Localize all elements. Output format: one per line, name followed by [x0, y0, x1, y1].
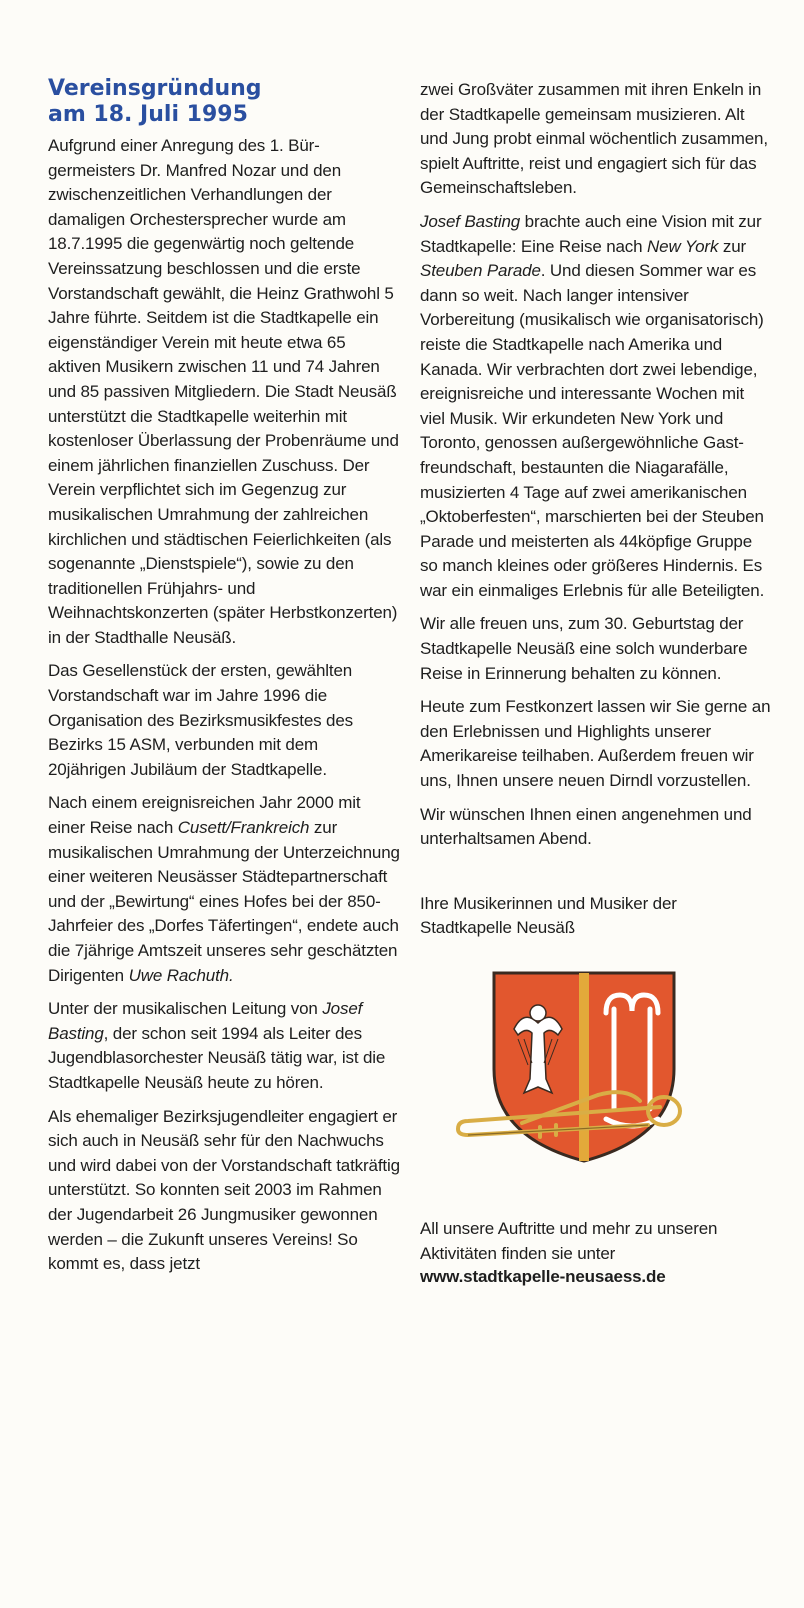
- director-name: Josef Basting: [48, 999, 363, 1043]
- paragraph-direction: [48, 997, 400, 1095]
- text-segment: , der schon seit 1994 als Leiter des Jugendblasorchester Neusäß tätig war, ist die Stadtkapelle Neusäß heute zu hören.: [48, 1023, 386, 1092]
- paragraph-youth: Als ehemaliger Bezirksjugendleiter engagiert er sich auch in Neusäß sehr für den Nachwuchs und wird dabei von der Vorstandschaft tatkräftig unterstützt. So konnten seit 2003 im Rahmen der Jugendarbeit 26 Jungmusiker gewonnen werden – die Zukunft unseres Vereins! So kommt es, dass jetzt: [48, 1106, 400, 1274]
- paragraph-year-2000: [48, 791, 400, 988]
- text-segment: . Und diesen Sommer war es dann so weit. Nach langer intensiver Vorbereitung (musikalisch wie organisatorisch) reiste die Stadtkapelle nach Amerika und Kanada. Wir verbrachten dort zwei lebendige, ereignisreiche und interessante Wochen mit viel Musik. Wir erkundeten New York und Toronto, genossen außergewöhnliche Gastfreundschaft, bestaunten die Niagarafälle, musizierten 4 Tage auf zwei amerikanischen „Oktoberfesten“, marschierten bei der Steuben Parade und meisterten als 44köpfige Gruppe so manch kleines oder größeres Hindernis. Es war ein einmaliges Erlebnis für alle Beteiligten.: [420, 261, 765, 600]
- title-line-1: Vereinsgründung: [48, 76, 262, 101]
- conductor-name: Uwe Rachuth.: [128, 965, 234, 985]
- footer-text: All unsere Auftritte und mehr zu unseren Aktivitäten finden sie unter: [420, 1219, 718, 1263]
- page-title: [48, 76, 400, 128]
- text-segment: zur musikalischen Umrahmung der Unterzeichnung einer weiteren Neusässer Städtepartnerschaft und der „Bewirtung“ eines Hofes bei der 850-Jahrfeier des „Dorfes Täfertingen“, endete auch die 7jährige Amtszeit unseres sehr geschätzten Dirigenten: [48, 818, 400, 985]
- paragraph-concert: Heute zum Festkonzert lassen wir Sie gerne an den Erlebnissen und Highlights unserer Amerikareise teilhaben. Außerdem freuen wir uns, Ihnen unsere neuen Dirndl vorzustellen.: [420, 697, 771, 791]
- paragraph-birthday: Wir alle freuen uns, zum 30. Geburtstag der Stadtkapelle Neusäß eine solch wunderbare Reise in Erinnerung behalten zu können.: [420, 614, 748, 683]
- city-name: New York: [647, 236, 719, 256]
- text-segment: brachte auch eine Vision mit zur Stadtkapelle: Eine Reise nach: [420, 211, 762, 256]
- title-line-2: am 18. Juli 1995: [48, 102, 248, 127]
- trombone-icon: [448, 1083, 688, 1157]
- text-segment: Unter der musikalischen Leitung von: [48, 999, 323, 1019]
- event-name: Steuben Parade: [420, 261, 541, 281]
- place-name: Cusett/Frankreich: [177, 818, 310, 838]
- signature: Ihre Musikerinnen und Musiker der Stadtkapelle Neusäß: [420, 893, 677, 938]
- text-segment: Nach einem ereignisreichen Jahr 2000 mit einer Reise nach: [48, 793, 361, 838]
- paragraph-generations: zwei Großväter zusammen mit ihren Enkeln in der Stadtkapelle gemeinsam musizieren. Alt und Jung probt einmal wöchentlich zusammen, spielt Auftritte, reist und engagiert sich für das Gemeinschaftsleben.: [420, 80, 768, 198]
- website-link[interactable]: www.stadtkapelle-neusaess.de: [420, 1267, 666, 1287]
- right-column: [420, 78, 772, 1299]
- paragraph-first-board: Das Gesellenstück der ersten, gewählten Vorstandschaft war im Jahre 1996 die Organisation des Bezirksmusikfestes des Bezirks 15 ASM, verbunden mit dem 20jährigen Jubiläum der Stadtkapelle.: [48, 661, 354, 779]
- paragraph-wishes: Wir wünschen Ihnen einen angenehmen und unterhaltsamen Abend.: [420, 804, 752, 849]
- text-segment: zur: [718, 236, 747, 256]
- paragraph-america-trip: [420, 210, 772, 604]
- paragraph-founding: Aufgrund einer Anregung des 1. Bürgermeisters Dr. Manfred Nozar und den zwischenzeitlichen Verhandlungen der damaligen Orchestersprecher wurde am 18.7.1995 die gegenwärtig noch geltende Vereinssatzung beschlossen und die erste Vorstandschaft gewählt, die Heinz Grathwohl 5 Jahre führte. Seitdem ist die Stadtkapelle ein eigenständiger Verein mit heute etwa 65 aktiven Musikern zwischen 11 und 74 Jahren und 85 passiven Mitgliedern. Die Stadt Neusäß unterstützt die Stadtkapelle weiterhin mit kostenloser Überlassung der Probenräume und einem jährlichen finanziellen Zuschuss. Der Verein verpflichtet sich im Gegenzug zur musikalischen Umrahmung der zahlreichen kirchlichen und städtischen Feierlichkeiten (als sogenannte „Dienstspiele“), sowie zu den traditionellen Frühjahrs- und Weihnachtskonzerten (später Herbstkonzerten) in der Stadthalle Neusäß.: [48, 136, 399, 647]
- left-column: [48, 76, 400, 1286]
- crest-with-trombone: [454, 969, 694, 1169]
- director-name: Josef Basting: [420, 211, 521, 231]
